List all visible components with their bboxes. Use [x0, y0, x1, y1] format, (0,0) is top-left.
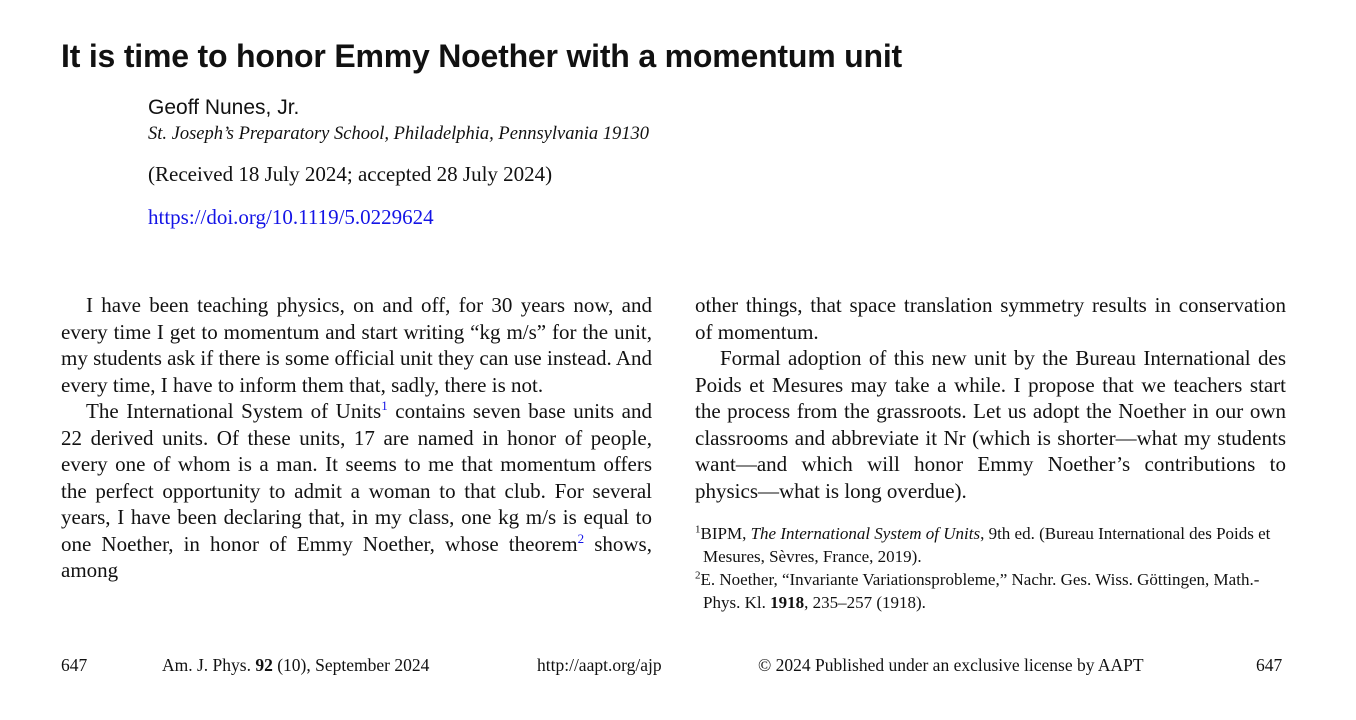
author-name: Geoff Nunes, Jr. — [148, 96, 300, 119]
footer-copyright: © 2024 Published under an exclusive license by AAPT — [758, 655, 1144, 675]
article-title: It is time to honor Emmy Noether with a momentum unit — [61, 38, 903, 74]
footnote-1-text-b: , 9th ed. (Bureau International des Poids et Mesures, Sèvres, France, 2019). — [703, 524, 1271, 566]
paragraph-2-text-c: shows, among — [61, 531, 652, 582]
footer-volume: 92 — [255, 655, 273, 675]
footer-page-number-right: 647 — [1256, 655, 1283, 675]
footnote-1-text-a: BIPM, — [700, 524, 751, 543]
footnotes — [695, 522, 1295, 614]
paragraph-1: I have been teaching physics, on and off, for 30 years now, and every time I get to momentum and start writing “kg m/s” for the unit, my students ask if there is some official unit they can use instead. And every time, I have to inform them that, sadly, there is not. — [61, 293, 652, 397]
doi-link[interactable]: https://doi.org/10.1119/5.0229624 — [148, 205, 434, 229]
received-dates: (Received 18 July 2024; accepted 28 July 2024) — [148, 162, 553, 186]
body-column-left — [61, 292, 652, 584]
body-column-right — [695, 292, 1286, 504]
footer-journal-name: Am. J. Phys. — [162, 655, 256, 675]
reference-1-link[interactable]: 1 — [381, 398, 388, 413]
footer-journal-url: http://aapt.org/ajp — [537, 655, 662, 675]
footnote-2-volume: 1918 — [770, 593, 805, 612]
footnote-2 — [695, 568, 1295, 614]
footnote-1 — [695, 522, 1295, 568]
footer-journal-citation — [162, 655, 429, 676]
footer-page-number-left: 647 — [61, 655, 88, 675]
footer-issue-date: (10), September 2024 — [272, 655, 430, 675]
footnote-2-number: 2 — [695, 569, 701, 582]
paragraph-2-text-a: The International System of Units — [86, 399, 382, 423]
footnote-2-text-a: E. Noether, “Invariante Variationsprobleme,” Nachr. Ges. Wiss. Göttingen, Math.-Phys. Kl. — [700, 570, 1260, 612]
paragraph-2-text-b: contains seven base units and 22 derived units. Of these units, 17 are named in honor of people, every one of whom is a man. It seems to me that momentum offers the perfect opportunity to admit a woman to that club. For several years, I have been declaring that, in my class, one kg m/s is equal to one Noether, in honor of Emmy Noether, whose theorem — [61, 399, 652, 556]
paragraph-2 — [61, 398, 652, 584]
footnote-1-number: 1 — [695, 523, 701, 536]
paragraph-3: Formal adoption of this new unit by the Bureau International des Poids et Mesures may take a while. I propose that we teachers start the process from the grassroots. Let us adopt the Noether in our own classrooms and abbreviate it Nr (which is shorter—what my students want—and which will honor Emmy Noether’s contributions to physics—what is long overdue). — [695, 346, 1286, 503]
author-affiliation: St. Joseph’s Preparatory School, Philadelphia, Pennsylvania 19130 — [148, 124, 649, 144]
footnote-2-text-b: , 235–257 (1918). — [804, 593, 926, 612]
footnote-1-book-title: The International System of Units — [750, 524, 981, 543]
paragraph-2-continued: other things, that space translation symmetry results in conservation of momentum. — [695, 293, 1286, 344]
reference-2-link[interactable]: 2 — [577, 530, 585, 546]
